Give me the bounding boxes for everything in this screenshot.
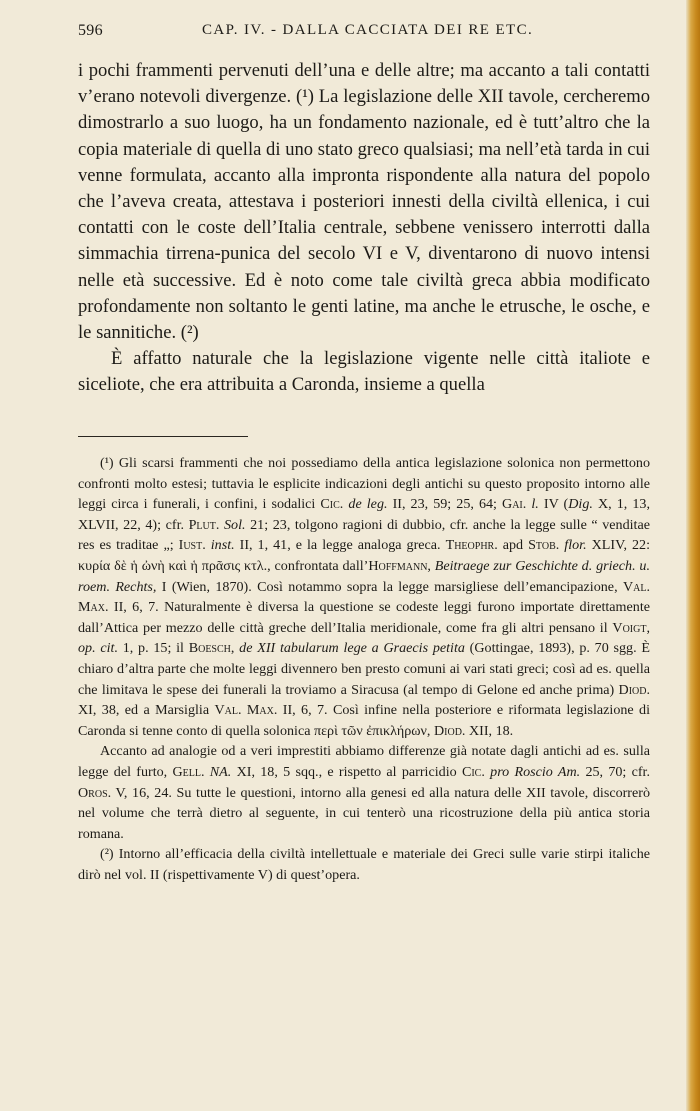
footnote-1: (¹) Gli scarsi frammenti che noi possediamo della antica legislazione solonica non permettono confronti molto estesi; tuttavia le esplicite indicazioni degli antichi su questo proposito intorno alle leggi circa i funerali, i confini, i sodalici Cic. de leg. II, 23, 59; 25, 64; Gai. l. IV (Dig. X, 1, 13, XLVII, 22, 4); cfr. Plut. Sol. 21; 23, tolgono ragioni di dubbio, cfr. anche la legge sulle “ venditae res es traditae „; Iust. inst. II, 1, 41, e la legge analoga greca. Theophr. apd Stob. flor. XLIV, 22: κυρία δὲ ἡ ὠνὴ καὶ ἡ πρᾶσις κτλ., confrontata dall’Hoffmann, Beitraege zur Geschichte d. griech. u. roem. Rechts, I (Wien, 1870). Così notammo sopra la legge marsigliese dell’emancipazione, Val. Max. II, 6, 7. Naturalmente è diversa la questione se codeste leggi furono importate direttamente dall’Attica per mezzo delle città greche dell’Italia meridionale, come fra gli altri pensano il Voigt, op. cit. 1, p. 15; il Boesch, de XII tabularum lege a Graecis petita (Gottingae, 1893), p. 70 sgg. È chiaro d’altra parte che molte leggi divennero ben presto comuni ai vari stati greci; così ad es. quella che limitava le spese dei funerali la troviamo a Siracusa (al tempo di Gelone ed anche prima) Diod. XI, 38, ed a Marsiglia Val. Max. II, 6, 7. Così infine nella posteriore e riformata legislazione di Caronda si tenne conto di quella solonica περὶ τῶν ἐπικλήρων, Diod. XII, 18. [78,455,651,739]
running-header [78,22,650,46]
running-title: CAP. IV. - DALLA CACCIATA DEI RE ETC. [202,22,534,38]
page-edge [686,0,700,1111]
body-paragraph-2: È affatto naturale che la legislazione vigente nelle città italiote e siceliote, che era attribuita a Caronda, insieme a quella [78,348,650,396]
main-text [78,58,650,399]
footnotes [78,453,650,885]
page-number: 596 [78,22,103,39]
footnote-1-continuation: Accanto ad analogie od a veri imprestiti abbiamo differenze già notate dagli antichi ad es. sulla legge del furto, Gell. NA. XI, 18, 5 sqq., e rispetto al parricidio Cic. pro Roscio Am. 25, 70; cfr. Oros. V, 16, 24. Su tutte le questioni, intorno alla genesi ed alla natura delle XII tavole, discorrerò nel volume che terrà dietro al seguente, in cui tenterò una ricostruzione della più antica storia romana. [78,743,650,842]
footnote-divider [78,436,248,437]
body-paragraph-1: i pochi frammenti pervenuti dell’una e delle altre; ma accanto a tali contatti v’erano notevoli divergenze. (¹) La legislazione delle XII tavole, cercheremo dimostrarlo a suo luogo, ha un fondamento nazionale, ed è tutt’altro che la copia materiale di quella di uno stato greco qualsiasi; ma nell’età tarda in cui venne formulata, accanto alla impronta rispondente alla natura del popolo che l’aveva creata, attestava i posteriori innesti della civiltà ellenica, i cui contatti con le coste dell’Italia centrale, sebbene venissero interrotti dalla simmachia tirrena-punica del secolo VI e V, diventarono di nuovo intensi nelle età successive. Ed è noto come tale civiltà greca abbia modificato profondamente non soltanto le genti latine, ma anche le etrusche, le osche, e le sannitiche. (²) [78,60,650,344]
footnote-2: (²) Intorno all’efficacia della civiltà intellettuale e materiale dei Greci sulle varie stirpi italiche dirò nel vol. II (rispettivamente V) di quest’opera. [78,846,650,883]
